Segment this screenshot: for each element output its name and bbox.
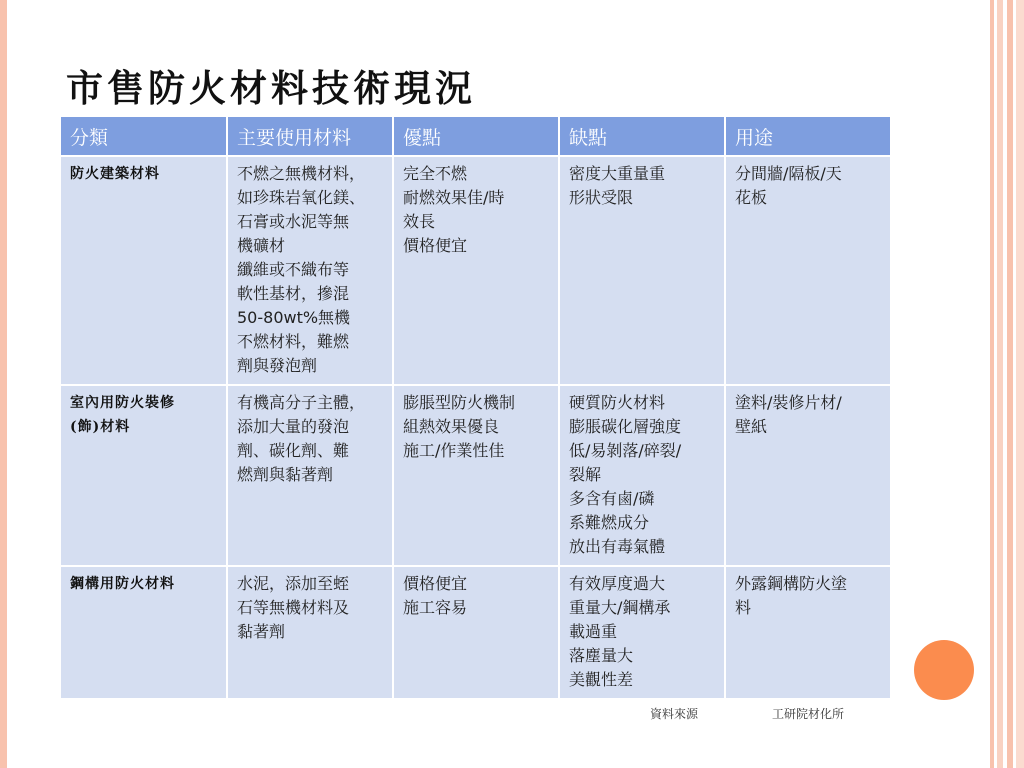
cell-line: 分間牆/隔板/天: [735, 164, 842, 183]
cell-line: 載過重: [569, 622, 618, 641]
header-uses: 用途: [725, 117, 891, 156]
cell-line: 添加大量的發泡: [237, 417, 350, 436]
cell-line: 系難燃成分: [569, 513, 650, 532]
cell-line: 不燃材料，難燃: [237, 332, 350, 351]
cons-cell: [559, 385, 725, 566]
comparison-table: [61, 117, 892, 700]
table-row: [61, 385, 891, 566]
source-organization: 工研院材化所: [772, 707, 845, 721]
header-cons: 缺點: [559, 117, 725, 156]
uses-cell: [725, 156, 891, 385]
cell-line: 不燃之無機材料，: [237, 164, 366, 183]
cell-line: 纖維或不織布等: [237, 260, 350, 279]
table-header-row: [61, 117, 891, 156]
cell-line: 有效厚度過大: [569, 574, 666, 593]
cell-line: 花板: [735, 188, 768, 207]
cell-line: 裂解: [569, 465, 602, 484]
cell-line: 施工/作業性佳: [403, 441, 505, 460]
cell-line: 軟性基材，摻混: [237, 284, 350, 303]
cell-line: 重量大/鋼構承: [569, 598, 671, 617]
cell-line: 放出有毒氣體: [569, 537, 666, 556]
cell-line: (飾)材料: [70, 419, 131, 435]
uses-cell: [725, 385, 891, 566]
cell-line: 效長: [403, 212, 436, 231]
pros-cell: [393, 385, 559, 566]
cell-line: 低/易剝落/碎裂/: [569, 441, 682, 460]
cell-line: 施工容易: [403, 598, 468, 617]
cell-line: 機礦材: [237, 236, 286, 255]
cell-line: 美觀性差: [569, 670, 634, 689]
category-cell: [61, 385, 227, 566]
materials-cell: [227, 566, 393, 699]
cell-line: 室內用防火裝修: [70, 395, 175, 411]
pros-cell: [393, 156, 559, 385]
table-row: [61, 566, 891, 699]
materials-cell: [227, 385, 393, 566]
header-category: 分類: [61, 117, 227, 156]
cell-line: 水泥，添加至蛭: [237, 574, 350, 593]
table-row: [61, 156, 891, 385]
category-cell: [61, 156, 227, 385]
cell-line: 劑、碳化劑、難: [237, 441, 350, 460]
materials-cell: [227, 156, 393, 385]
header-materials: 主要使用材料: [227, 117, 393, 156]
pros-cell: [393, 566, 559, 699]
cell-line: 塗料/裝修片材/: [735, 393, 842, 412]
cell-line: 形狀受限: [569, 188, 634, 207]
cell-line: 耐燃效果佳/時: [403, 188, 505, 207]
cell-line: 防火建築材料: [70, 166, 160, 182]
cell-line: 外露鋼構防火塗: [735, 574, 848, 593]
cons-cell: [559, 156, 725, 385]
cell-line: 黏著劑: [237, 622, 286, 641]
cell-line: 膨脹型防火機制: [403, 393, 516, 412]
cell-line: 劑與發泡劑: [237, 356, 318, 375]
cell-line: 硬質防火材料: [569, 393, 666, 412]
accent-circle: [914, 640, 974, 700]
cell-line: 組熱效果優良: [403, 417, 500, 436]
cell-line: 石膏或水泥等無: [237, 212, 350, 231]
cell-line: 膨脹碳化層強度: [569, 417, 682, 436]
cell-line: 價格便宜: [403, 574, 468, 593]
cell-line: 鋼構用防火材料: [70, 576, 175, 592]
header-pros: 優點: [393, 117, 559, 156]
cell-line: 價格便宜: [403, 236, 468, 255]
uses-cell: [725, 566, 891, 699]
cell-line: 石等無機材料及: [237, 598, 350, 617]
cell-line: 料: [735, 598, 752, 617]
cell-line: 壁紙: [735, 417, 768, 436]
cell-line: 多含有鹵/磷: [569, 489, 655, 508]
cell-line: 50-80wt%無機: [237, 308, 351, 327]
cell-line: 密度大重量重: [569, 164, 666, 183]
category-cell: [61, 566, 227, 699]
source-label: 資料來源: [650, 707, 699, 721]
left-frame-bar: [0, 0, 7, 768]
right-decorative-stripes: [984, 0, 1024, 768]
cell-line: 有機高分子主體，: [237, 393, 366, 412]
cell-line: 燃劑與黏著劑: [237, 465, 334, 484]
cell-line: 完全不燃: [403, 164, 468, 183]
cell-line: 如珍珠岩氧化鎂、: [237, 188, 366, 207]
slide-title: 市售防火材料技術現況: [66, 66, 476, 110]
cons-cell: [559, 566, 725, 699]
cell-line: 落塵量大: [569, 646, 634, 665]
